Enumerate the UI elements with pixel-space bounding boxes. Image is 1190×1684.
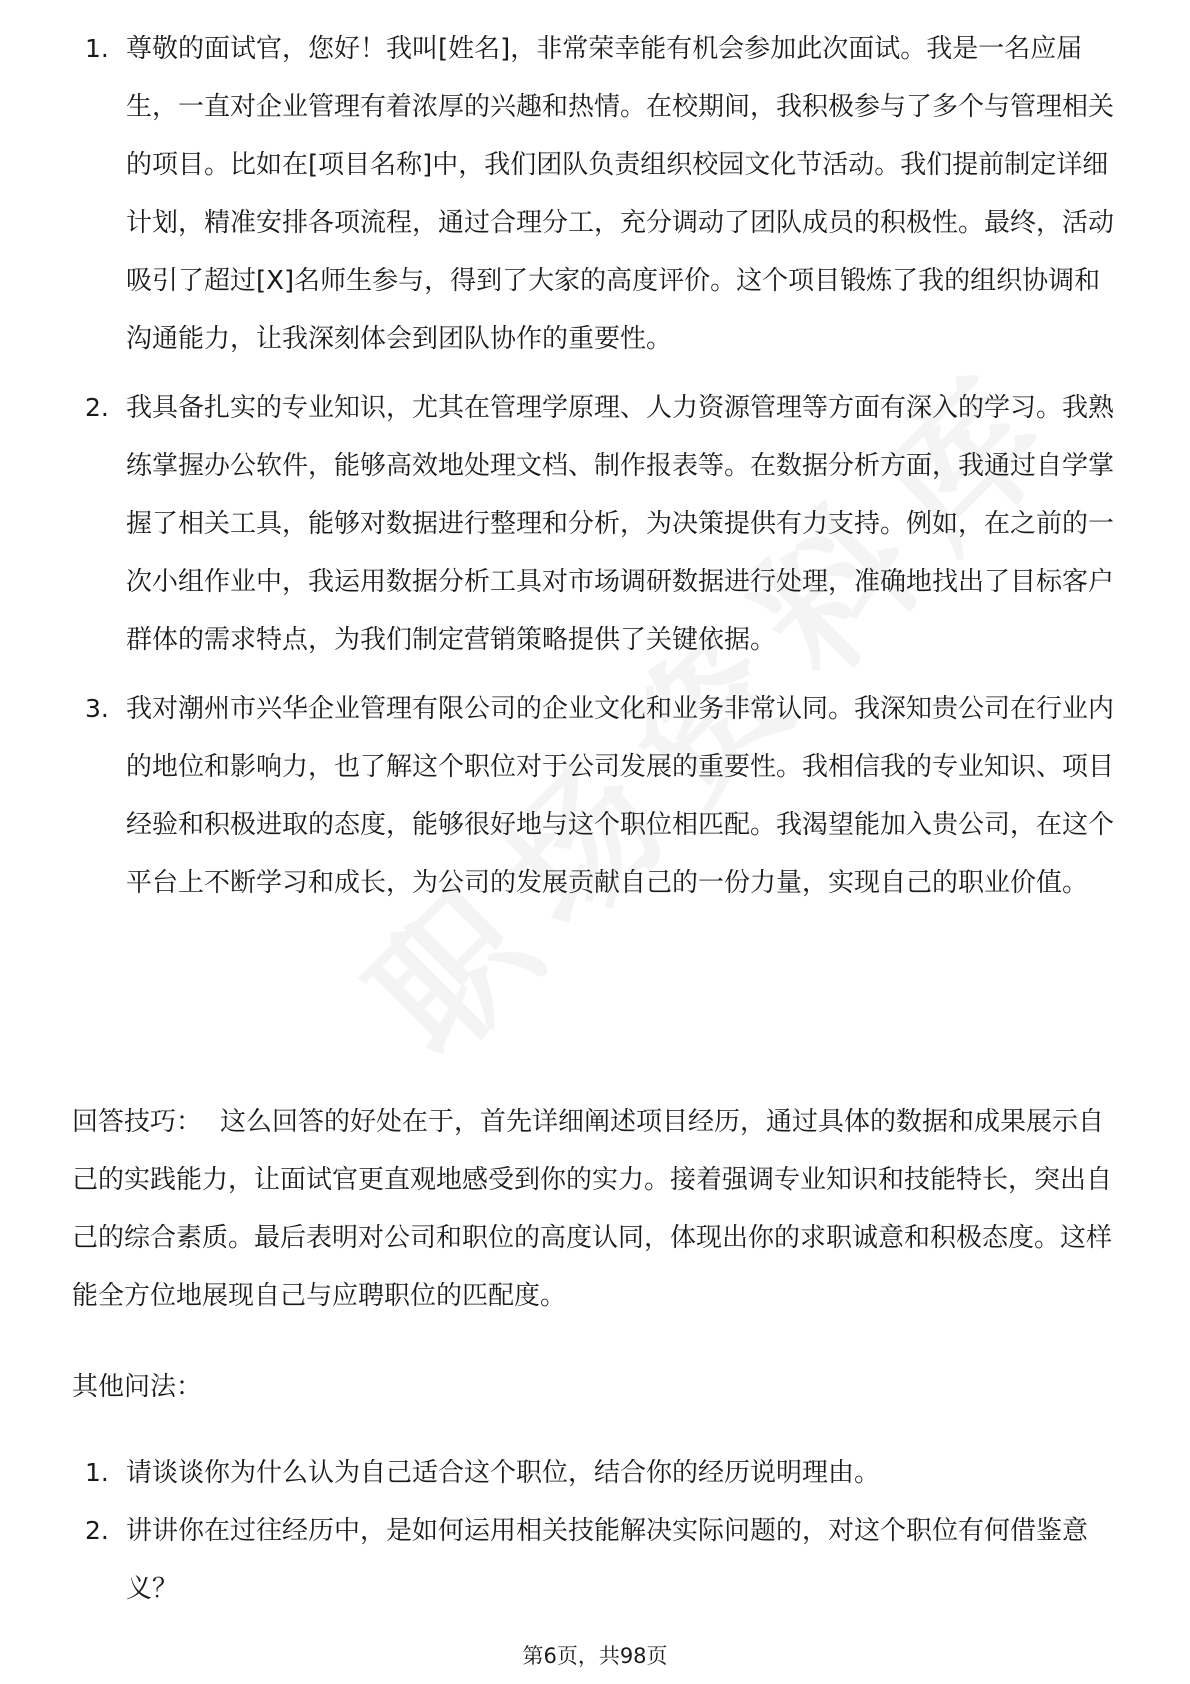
other-question-text: 请谈谈你为什么认为自己适合这个职位，结合你的经历说明理由。: [126, 1458, 881, 1488]
answer-item-1: [0, 20, 1190, 368]
page-footer: 第6页，共98页: [522, 1644, 668, 1668]
answer-item-2: [0, 379, 1190, 669]
answer-list: [0, 20, 1190, 912]
other-question-item-1: [0, 1444, 1190, 1502]
answer-text: 我对潮州市兴华企业管理有限公司的企业文化和业务非常认同。我深知贵公司在行业内的地位和影响力，也了解这个职位对于公司发展的重要性。我相信我的专业知识、项目经验和积极进取的态度，能够很好地与这个职位相匹配。我渴望能加入贵公司，在这个平台上不断学习和成长，为公司的发展贡献自己的一份力量，实现自己的职业价值。: [126, 694, 1115, 898]
answer-item-3: [0, 680, 1190, 912]
other-question-text: 讲讲你在过往经历中，是如何运用相关技能解决实际问题的，对这个职位有何借鉴意义？: [126, 1516, 1089, 1604]
list-number: 1.: [85, 1458, 109, 1487]
tip-label: 回答技巧：: [72, 1107, 203, 1137]
other-question-item-2: [0, 1502, 1190, 1618]
other-questions-heading: 其他问法：: [72, 1372, 203, 1402]
answer-text: 我具备扎实的专业知识，尤其在管理学原理、人力资源管理等方面有深入的学习。我熟练掌握办公软件，能够高效地处理文档、制作报表等。在数据分析方面，我通过自学掌握了相关工具，能够对数据进行整理和分析，为决策提供有力支持。例如，在之前的一次小组作业中，我运用数据分析工具对市场调研数据进行处理，准确地找出了目标客户群体的需求特点，为我们制定营销策略提供了关键依据。: [126, 393, 1115, 655]
answer-text: 尊敬的面试官，您好！我叫[姓名]，非常荣幸能有机会参加此次面试。我是一名应届生，一直对企业管理有着浓厚的兴趣和热情。在校期间，我积极参与了多个与管理相关的项目。比如在[项目名称]中，我们团队负责组织校园文化节活动。我们提前制定详细计划，精准安排各项流程，通过合理分工，充分调动了团队成员的积极性。最终，活动吸引了超过[X]名师生参与，得到了大家的高度评价。这个项目锻炼了我的组织协调和沟通能力，让我深刻体会到团队协作的重要性。: [126, 34, 1115, 354]
list-number: 1.: [85, 34, 109, 63]
list-number: 2.: [85, 393, 109, 422]
other-questions-list: [0, 1444, 1190, 1618]
tip-text: 这么回答的好处在于，首先详细阐述项目经历，通过具体的数据和成果展示自己的实践能力，让面试官更直观地感受到你的实力。接着强调专业知识和技能特长，突出自己的综合素质。最后表明对公司和职位的高度认同，体现出你的求职诚意和积极态度。这样能全方位地展现自己与应聘职位的匹配度。: [72, 1107, 1113, 1311]
answer-tip: [72, 1093, 1128, 1325]
list-number: 3.: [85, 694, 109, 723]
list-number: 2.: [85, 1516, 109, 1545]
